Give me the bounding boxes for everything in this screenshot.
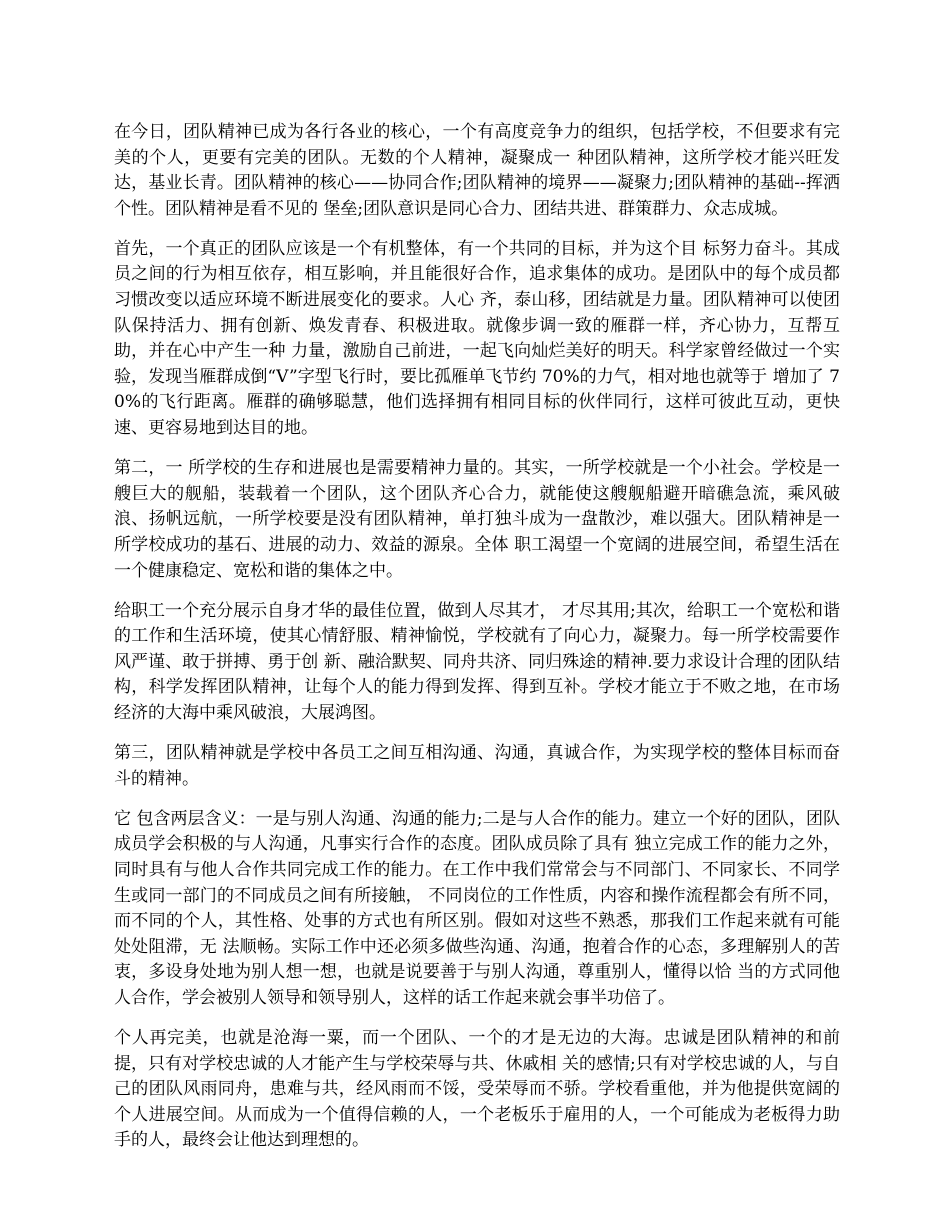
paragraph-third: 第三，团队精神就是学校中各员工之间互相沟通、沟通，真诚合作，为实现学校的整体目标而奋斗的精神。 — [114, 743, 840, 789]
paragraph-meaning: 它 包含两层含义：一是与别人沟通、沟通的能力;二是与人合作的能力。建立一个好的团队，团队成员学会积极的与人沟通，凡事实行合作的态度。团队成员除了具有 独立完成工作的能力之外，同时具有与他人合作共同完成工作的能力。在工作中我们常常会与不同部门、不同家长、不同学生或同一部门的不同成员之间有所接触， 不同岗位的工作性质，内容和操作流程都会有所不同，而不同的个人，其性格、处事的方式也有所区别。假如对这些不熟悉，那我们工作起来就有可能处处阻滞，无 法顺畅。实际工作中还必须多做些沟通、沟通，抱着合作的心态，多理解别人的苦衷，多设身处地为别人想一想，也就是说要善于与别人沟通，尊重别人，懂得以恰 当的方式同他人合作，学会被别人领导和领导别人，这样的话工作起来就会事半功倍了。 — [114, 808, 840, 1008]
paragraph-intro: 在今日，团队精神已成为各行各业的核心，一个有高度竞争力的组织，包括学校，不但要求有完美的个人，更要有完美的团队。无数的个人精神，凝聚成一 种团队精神，这所学校才能兴旺发达，基业长青。团队精神的核心——协同合作;团队精神的境界——凝聚力;团队精神的基础--挥洒个性。团队精神是看不见的 堡垒;团队意识是同心合力、团结共进、群策群力、众志成城。 — [114, 122, 840, 219]
paragraph-conclusion: 个人再完美，也就是沧海一粟，而一个团队、一个的才是无边的大海。忠诚是团队精神的和前提，只有对学校忠诚的人才能产生与学校荣辱与共、休戚相 关的感情;只有对学校忠诚的人，与自己的团队风雨同舟，患难与共，经风雨而不馁，受荣辱而不骄。学校看重他，并为他提供宽阔的个人进展空间。从而成为一个值得信赖的人，一个老板乐于雇用的人，一个可能成为老板得力助手的人，最终会让他达到理想的。 — [114, 1028, 840, 1151]
paragraph-first: 首先，一个真正的团队应该是一个有机整体，有一个共同的目标，并为这个目 标努力奋斗。其成员之间的行为相互依存，相互影响，并且能很好合作，追求集体的成功。是团队中的每个成员都习惯改变以适应环境不断进展变化的要求。人心 齐，泰山移，团结就是力量。团队精神可以使团队保持活力、拥有创新、焕发青春、积极进取。就像步调一致的雁群一样，齐心协力，互帮互助，并在心中产生一种 力量，激励自己前进，一起飞向灿烂美好的明天。科学家曾经做过一个实验，发现当雁群成倒“V”字型飞行时，要比孤雁单飞节约 70%的力气，相对地也就等于 增加了 70%的飞行距离。雁群的确够聪慧，他们选择拥有相同目标的伙伴同行，这样可彼此互动，更快速、更容易地到达目的地。 — [114, 238, 840, 439]
document-body — [114, 120, 840, 1168]
paragraph-second: 第二，一 所学校的生存和进展也是需要精神力量的。其实，一所学校就是一个小社会。学校是一艘巨大的舰船，装载着一个团队，这个团队齐心合力，就能使这艘舰船避开暗礁急流，乘风破浪、扬帆远航，一所学校要是没有团队精神，单打独斗成为一盘散沙，难以强大。团队精神是一所学校成功的基石、进展的动力、效益的源泉。全体 职工渴望一个宽阔的进展空间，希望生活在一个健康稳定、宽松和谐的集体之中。 — [114, 458, 840, 581]
paragraph-staff: 给职工一个充分展示自身才华的最佳位置，做到人尽其才， 才尽其用;其次，给职工一个宽松和谐的工作和生活环境，使其心情舒服、精神愉悦，学校就有了向心力，凝聚力。每一所学校需要作风严谨、敢于拼搏、勇于创 新、融洽默契、同舟共济、同归殊途的精神.要力求设计合理的团队结构，科学发挥团队精神，让每个人的能力得到发挥、得到互补。学校才能立于不败之地，在市场经济的大海中乘风破浪，大展鸿图。 — [114, 600, 840, 723]
